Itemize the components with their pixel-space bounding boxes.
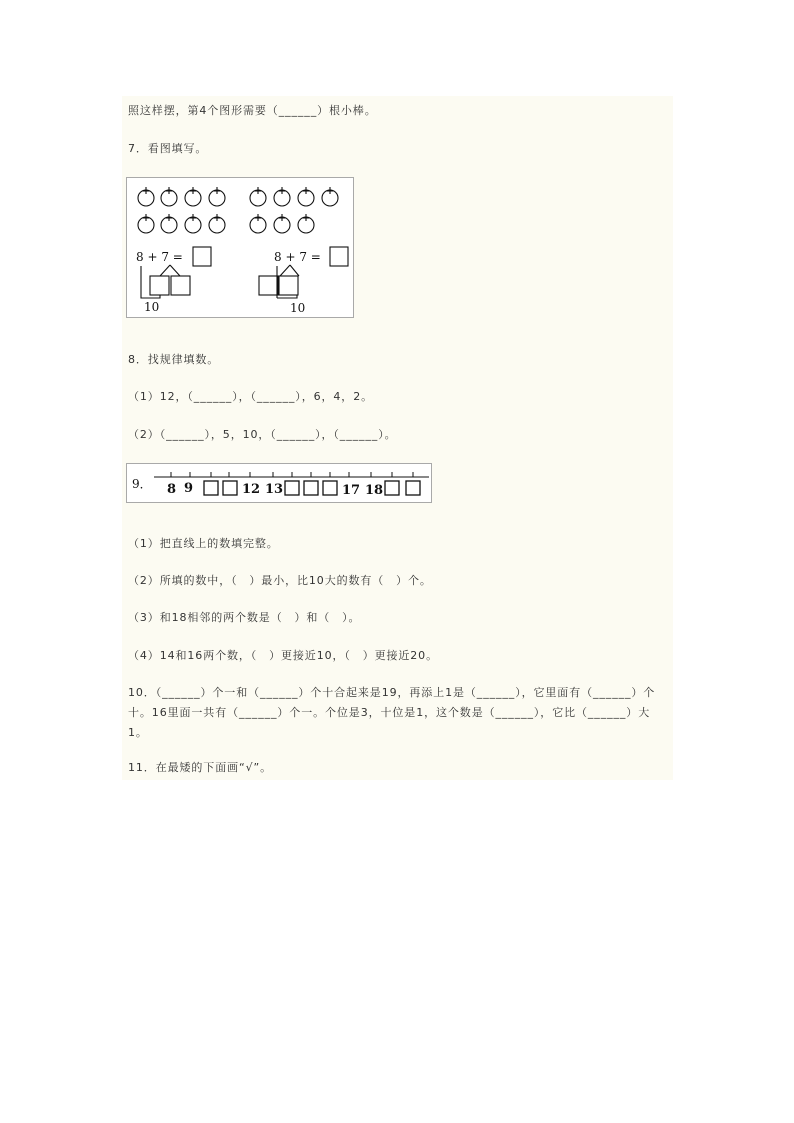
answer-box — [285, 481, 299, 495]
answer-box — [204, 481, 218, 495]
question-9-part-2: （2）所填的数中，（ ）最小，比10大的数有（ ）个。 — [128, 574, 432, 587]
answer-box — [279, 276, 298, 295]
apple-icon — [209, 187, 225, 206]
question-8-part-1: （1）12，（______），（______），6，4，2。 — [128, 390, 373, 403]
apple-icon — [250, 214, 266, 233]
answer-box — [304, 481, 318, 495]
number-12: 12 — [242, 482, 261, 497]
answer-box — [330, 247, 348, 266]
question-9-part-4: （4）14和16两个数，（ ）更接近10，（ ）更接近20。 — [128, 649, 438, 662]
question-6-tail: 照这样摆，第4个图形需要（______）根小棒。 — [128, 104, 377, 117]
question-7-title: 7．看图填写。 — [128, 142, 208, 155]
answer-box — [223, 481, 237, 495]
apple-icon — [161, 187, 177, 206]
apple-icon — [185, 187, 201, 206]
question-9-part-3: （3）和18相邻的两个数是（ ）和（ ）。 — [128, 611, 361, 624]
apple-icon — [138, 187, 154, 206]
question-9-label: 9． — [132, 477, 152, 491]
answer-box — [259, 276, 278, 295]
number-17: 17 — [342, 483, 361, 498]
apple-icon — [274, 214, 290, 233]
number-9: 9 — [184, 481, 194, 496]
question-7-figure — [126, 177, 354, 318]
question-8-part-2: （2）（______），5，10，（______），（______）。 — [128, 428, 397, 441]
answer-box — [406, 481, 420, 495]
apple-icon — [138, 214, 154, 233]
equation-right: 8 + 7 = — [274, 250, 321, 264]
apples-diagram — [127, 178, 355, 319]
number-line-diagram — [127, 464, 433, 504]
question-10: 10．（______）个一和（______）个十合起来是19，再添上1是（______），它里面有（______）个十。16里面一共有（______）个一。个位是3，十位是1，这个数是（______），它比（______）大1。 — [128, 686, 656, 739]
equation-left: 8 + 7 = — [136, 250, 183, 264]
apple-icon — [298, 187, 314, 206]
question-11-title: 11．在最矮的下面画“√”。 — [128, 761, 273, 774]
number-8: 8 — [167, 482, 177, 497]
apple-icon — [274, 187, 290, 206]
ten-label-left: 10 — [144, 300, 160, 314]
apple-icon — [209, 214, 225, 233]
answer-box — [150, 276, 169, 295]
question-9-number-line — [126, 463, 432, 503]
number-13: 13 — [265, 482, 284, 497]
question-9-part-1: （1）把直线上的数填完整。 — [128, 537, 279, 550]
ten-label-right: 10 — [290, 301, 306, 315]
answer-box — [193, 247, 211, 266]
answer-box — [171, 276, 190, 295]
number-18: 18 — [365, 483, 384, 498]
apple-icon — [250, 187, 266, 206]
apple-icon — [298, 214, 314, 233]
answer-box — [385, 481, 399, 495]
answer-box — [323, 481, 337, 495]
apple-icon — [322, 187, 338, 206]
apple-icon — [161, 214, 177, 233]
apple-icon — [185, 214, 201, 233]
question-8-title: 8．找规律填数。 — [128, 353, 220, 366]
